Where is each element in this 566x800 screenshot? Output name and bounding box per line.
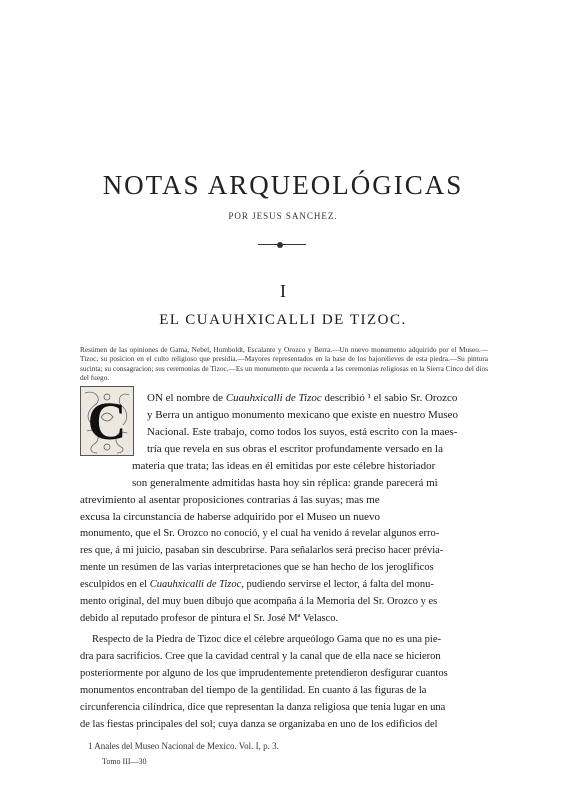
page-title: NOTAS ARQUEOLÓGICAS [102,170,464,200]
footnote: 1 Anales del Museo Nacional de Mexico. Vol. I, p. 3. [88,741,279,751]
chapter-summary: Resúmen de las opiniones de Gama, Nebel, Humboldt, Escalante y Orozco y Berra.—Un nuevo monumento adquirido por el Museo.—Tizoc, su posicion en el culto religioso que presidia.—Mayores representados en la base de los bajorelieves de esta piedra.—Su pintura sucinta; su consagracion; sus ceremonias de Tizoc.—Es un monumento que recuerda a las ceremonias religiosas en la Sierra Cinco del dios del fuego. [80,345,488,382]
text-line: monumentos encontraban del tiempo de la gentilidad. En cuanto á las figuras de la [80,685,427,696]
line-text: esculpidos en el [80,579,150,590]
initial-letter: C [87,391,127,451]
text-line: posteriormente por alguno de los que imprudentemente pretendieron desfigurar cuantos [80,668,448,679]
text-line: Respecto de la Piedra de Tizoc dice el célebre arqueólogo Gama que no es una pie- [92,634,441,645]
text-line: atrevimiento al asentar proposiciones contrarias á las suyas; mas me [80,494,380,506]
text-line: tría que revela en sus obras el escritor profundamente versado en la [147,443,443,455]
volume-signature: Tomo III—30 [102,757,147,766]
text-line: excusa la circunstancia de haberse adquirido por el Museo un nuevo [80,511,380,523]
decorated-initial [80,386,134,456]
line-text: , pudiendo servirse el lector, á falta del monu- [241,579,434,590]
text-line [147,390,457,407]
text-line: son generalmente admitidas hasta hoy sin réplica: grande parecerá mi [132,477,438,489]
rule-ornament-dot [277,242,283,248]
text-line: monumento, que el Sr. Orozco no conoció, y el cual ha venido á revelar algunos erro- [80,528,440,539]
text-line: mente un resúmen de las varias interpretaciones que se han hecho de los jeroglíficos [80,562,434,573]
text-line: y Berra un antiguo monumento mexicano que existe en nuestro Museo [147,409,458,421]
italic-title: Cuauhxicalli de Tizoc [225,392,322,404]
text-line: circunferencia cilíndrica, dice que representan la danza religiosa que tenia lugar en una [80,702,446,713]
line-text: describió ¹ el sabio Sr. Orozco [321,392,458,404]
section-title: EL CUAUHXICALLI DE TIZOC. [159,312,407,328]
text-line: materia que trata; las ideas en él emitidas por este célebre historiador [132,460,436,472]
section-number: I [280,281,286,301]
text-line: de las fiestas principales del sol; cuya danza se organizaba en uno de los edificios del [80,719,438,730]
italic-title: Cuauhxicalli de Tizoc [149,579,242,590]
text-line: res que, á mi juicio, pasaban sin descubrirse. Para señalarlos será preciso hacer prévia- [80,545,444,556]
text-line: Nacional. Este trabajo, como todos los suyos, está escrito con la maes- [147,426,458,438]
text-line [80,577,434,594]
text-line: dra para sacrificios. Cree que la cavidad central y la canal que de ella nace se hicieron [80,651,441,662]
text-line: mento original, del muy buen dibujo que acompaña á la Memoria del Sr. Orozco y es [80,596,438,607]
author-line: POR JESUS SANCHEZ. [228,211,338,221]
line-text: ON el nombre de [147,392,226,404]
text-line: debido al reputado profesor de pintura el Sr. José Mª Velasco. [80,613,339,624]
